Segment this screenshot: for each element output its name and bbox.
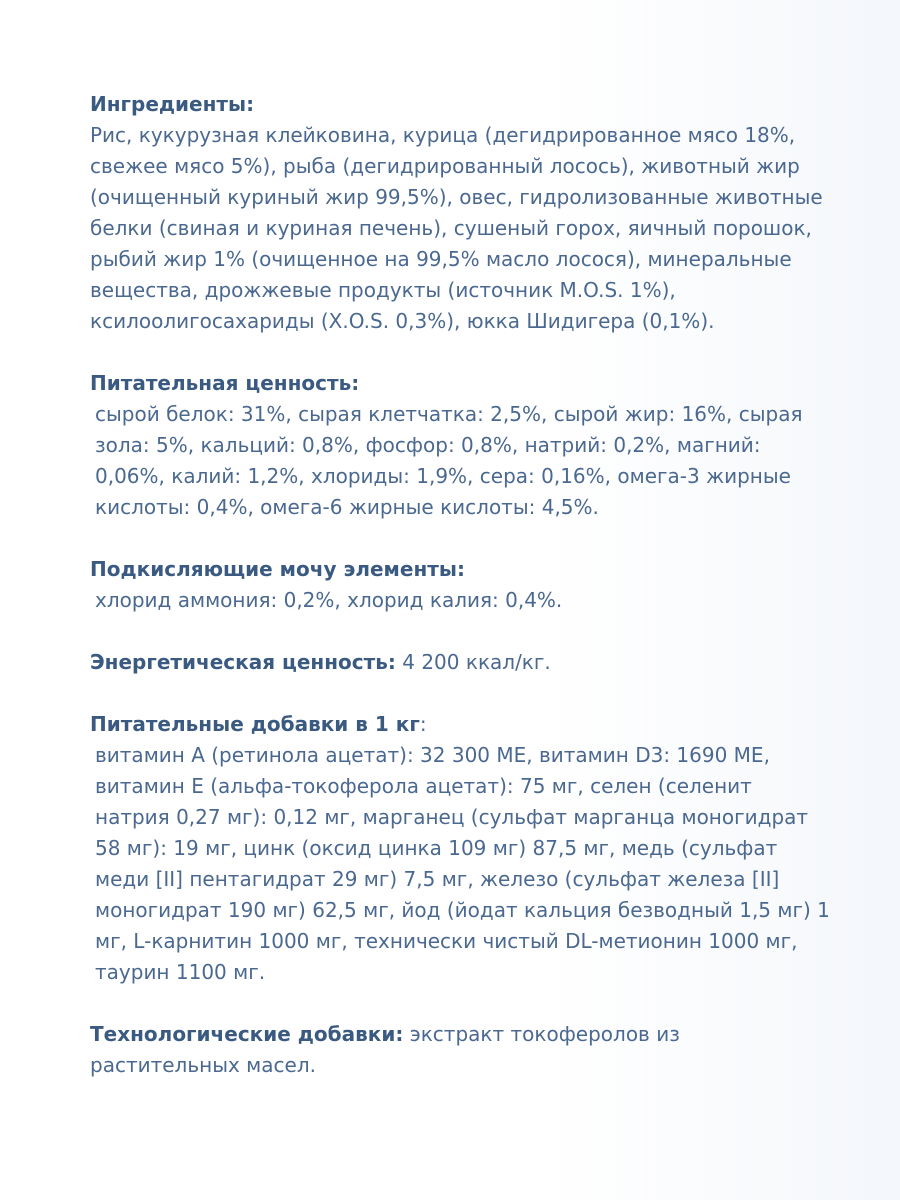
- acidifiers-section: [90, 554, 830, 616]
- ingredients-section: [90, 89, 830, 337]
- composition-text-block: [90, 89, 830, 1112]
- additives-text: витамин A (ретинола ацетат): 32 300 МЕ, витамин D3: 1690 МЕ, витамин E (альфа-токоферола ацетат): 75 мг, селен (селенит натрия 0,27 мг): 0,12 мг, марганец (сульфат марганца моногидрат 58 мг): 19 мг, цинк (оксид цинка 109 мг) 87,5 мг, медь (сульфат меди [II] пентагидрат 29 мг) 7,5 мг, железо (сульфат железа [II] моногидрат 190 мг) 62,5 мг, йод (йодат кальция безводный 1,5 мг) 1 мг, L-карнитин 1000 мг, технически чистый DL-метионин 1000 мг, таурин 1100 мг.: [95, 743, 830, 984]
- ingredients-text: Рис, кукурузная клейковина, курица (дегидрированное мясо 18%, свежее мясо 5%), рыба (дегидрированный лосось), животный жир (очищенный куриный жир 99,5%), овес, гидролизованные животные белки (свиная и куриная печень), сушеный горох, яичный порошок, рыбий жир 1% (очищенное на 99,5% масло лосося), минеральные вещества, дрожжевые продукты (источник M.O.S. 1%), ксилоолигосахариды (X.O.S. 0,3%), юкка Шидигера (0,1%).: [90, 123, 823, 333]
- acidifiers-heading: Подкисляющие мочу элементы:: [90, 557, 465, 581]
- energy-section: [90, 647, 830, 678]
- energy-text: 4 200 ккал/кг.: [402, 650, 551, 674]
- nutrition-text: сырой белок: 31%, сырая клетчатка: 2,5%, сырой жир: 16%, сырая зола: 5%, кальций: 0,8%, фосфор: 0,8%, натрий: 0,2%, магний: 0,06%, калий: 1,2%, хлориды: 1,9%, сера: 0,16%, омега-3 жирные кислоты: 0,4%, омега-6 жирные кислоты: 4,5%.: [95, 402, 803, 519]
- additives-section: [90, 709, 830, 988]
- nutrition-section: [90, 368, 830, 523]
- technological-section: [90, 1019, 830, 1081]
- energy-heading: Энергетическая ценность:: [90, 650, 396, 674]
- nutrition-heading: Питательная ценность:: [90, 371, 360, 395]
- technological-heading: Технологические добавки:: [90, 1022, 404, 1046]
- acidifiers-text: хлорид аммония: 0,2%, хлорид калия: 0,4%.: [95, 588, 563, 612]
- additives-heading: Питательные добавки в 1 кг: [90, 712, 420, 736]
- technological-text: экстракт токоферолов из растительных масел.: [90, 1022, 680, 1077]
- ingredients-heading: Ингредиенты:: [90, 92, 255, 116]
- additives-heading-colon: :: [419, 712, 427, 736]
